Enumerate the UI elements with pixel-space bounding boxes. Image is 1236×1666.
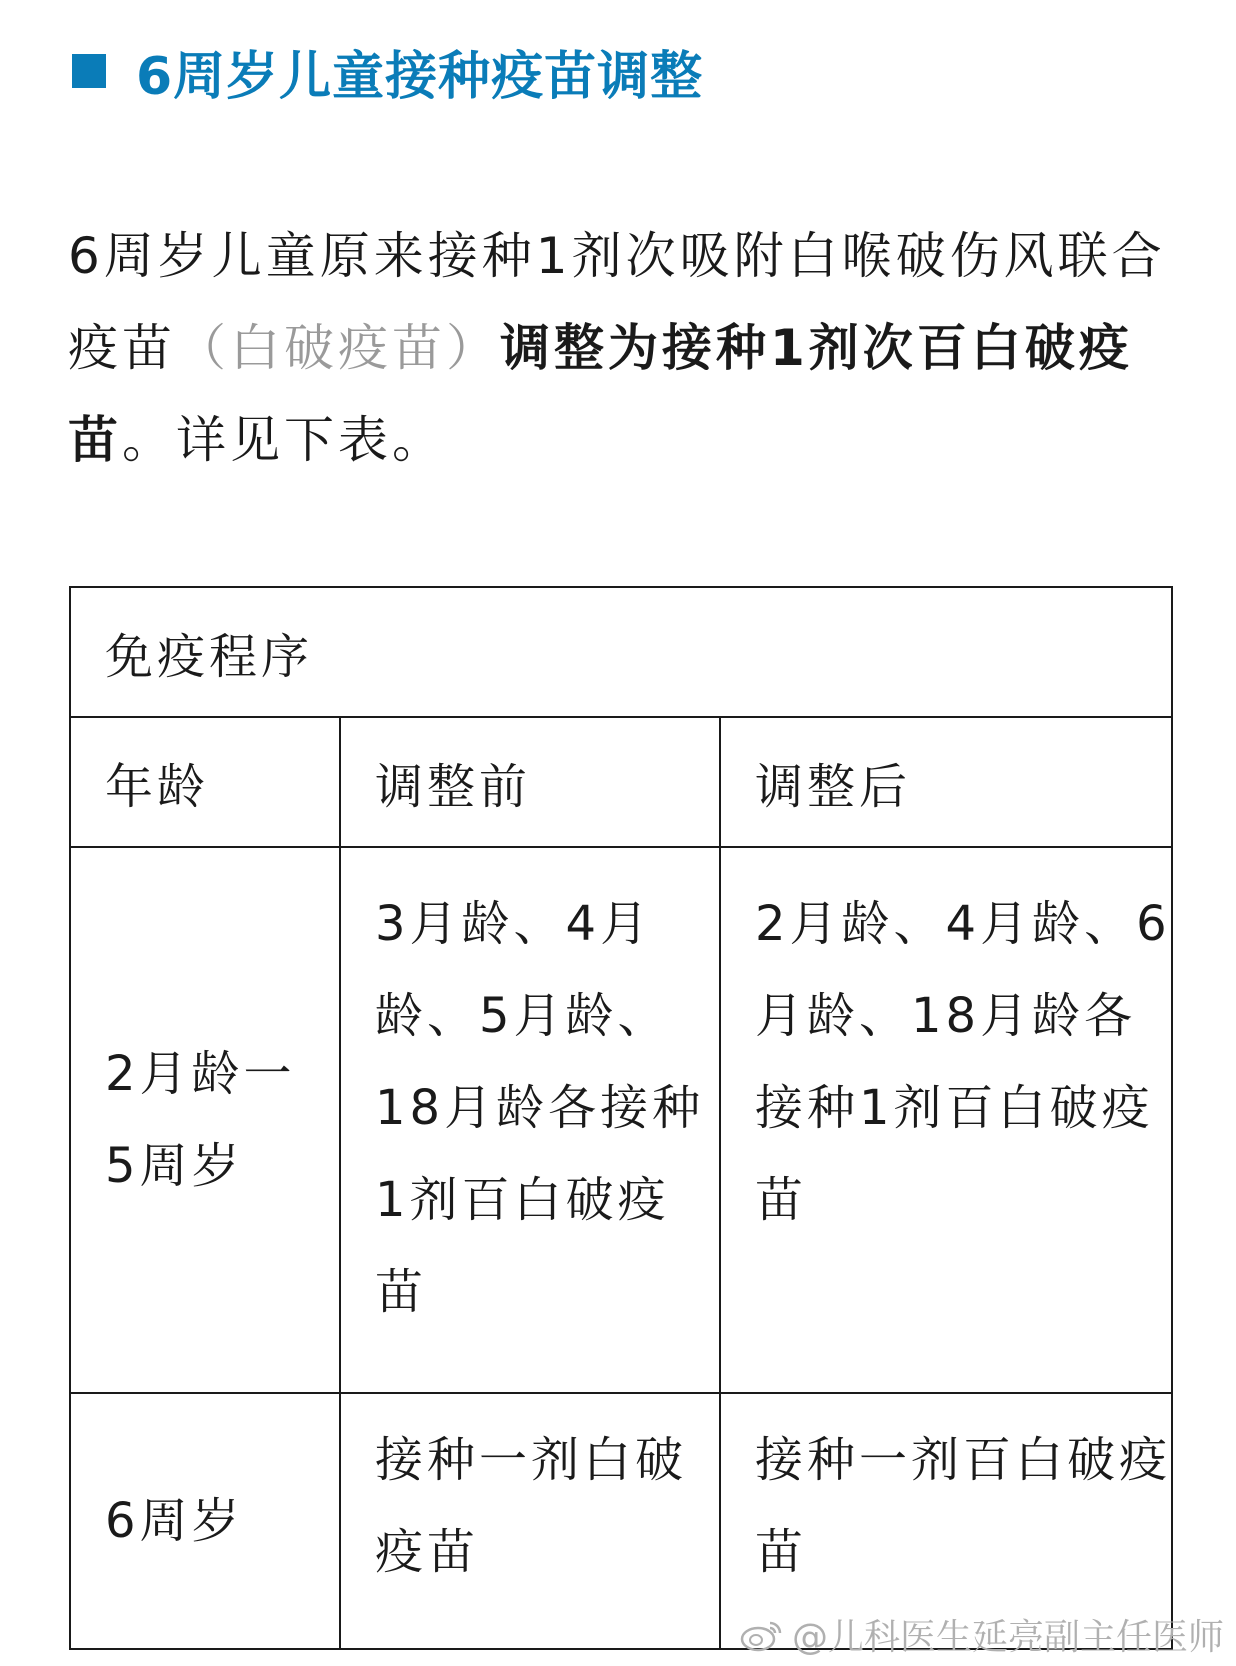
- column-header-before: 调整前: [340, 717, 720, 847]
- age-line: 2月龄一: [105, 1046, 296, 1102]
- age-line: 6周岁: [105, 1493, 244, 1549]
- table-title: 免疫程序: [70, 587, 1172, 717]
- section-heading: [72, 36, 703, 106]
- age-cell: [70, 847, 340, 1393]
- column-header-after: 调整后: [720, 717, 1172, 847]
- table-row: [70, 847, 1172, 1393]
- heading-title: 6周岁儿童接种疫苗调整: [136, 46, 704, 107]
- watermark-text: @儿科医生延亮副主任医师: [791, 1617, 1224, 1658]
- intro-bold-text: 调整为接种1剂次百白破疫苗: [68, 319, 1133, 469]
- weibo-logo-icon: [740, 1617, 784, 1653]
- after-cell: 2月龄、4月龄、6月龄、18月龄各接种1剂百白破疫苗: [720, 847, 1172, 1393]
- immunization-schedule-table: [69, 586, 1173, 1650]
- table-title-row: [70, 587, 1172, 717]
- intro-parenthetical: （白破疫苗）: [176, 319, 500, 377]
- intro-text: 6周岁儿童原来接种1剂次吸附白喉破伤风联合疫苗: [68, 227, 1166, 377]
- age-cell: [70, 1393, 340, 1649]
- after-cell: 接种一剂百白破疫苗: [720, 1393, 1172, 1649]
- table-header-row: [70, 717, 1172, 847]
- square-bullet-icon: [72, 54, 106, 88]
- intro-tail: 。详见下表。: [122, 411, 446, 469]
- intro-paragraph: [68, 210, 1178, 486]
- column-header-age: 年龄: [70, 717, 340, 847]
- watermark: [740, 1609, 1224, 1660]
- age-line: 5周岁: [105, 1138, 244, 1194]
- before-cell: 3月龄、4月龄、5月龄、18月龄各接种1剂百白破疫苗: [340, 847, 720, 1393]
- before-cell: 接种一剂白破疫苗: [340, 1393, 720, 1649]
